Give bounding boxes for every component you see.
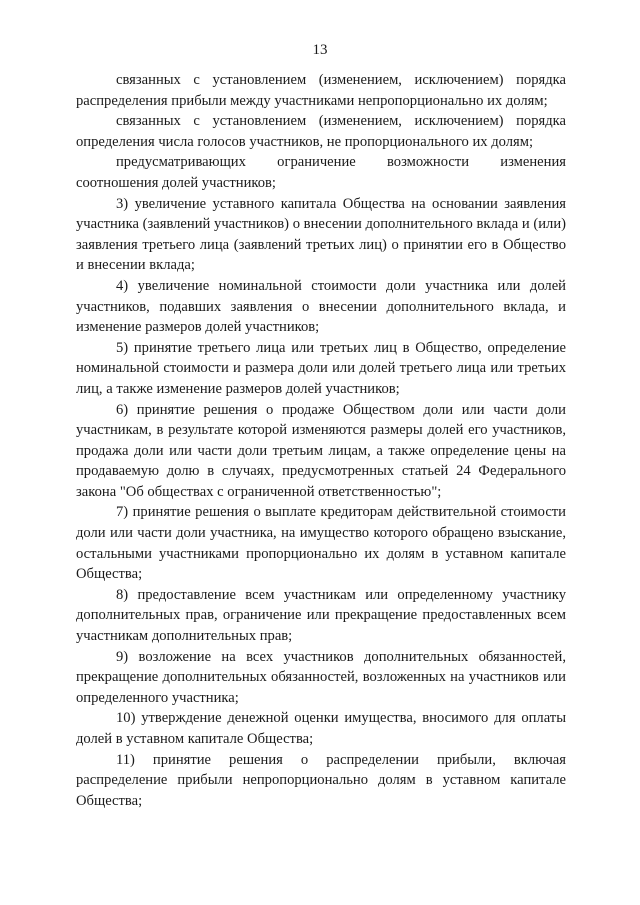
paragraph: 5) принятие третьего лица или третьих лиц в Общество, определение номинальной стоимости и размера доли или долей третьего лица или третьих лиц, а также изменение размеров долей участников; — [76, 339, 566, 397]
document-body — [76, 70, 566, 811]
paragraph: 6) принятие решения о продаже Обществом доли или части доли участникам, в результате которой изменяются размеры долей его участников, продажа доли или части доли третьим лицам, а также определение цены на продаваемую долю в случаях, предусмотренных статьей 24 Федерального закона "Об обществах с ограниченной ответственностью"; — [76, 401, 566, 500]
page-number: 13 — [312, 42, 328, 58]
paragraph: 10) утверждение денежной оценки имущества, вносимого для оплаты долей в уставном капитале Общества; — [76, 710, 566, 747]
paragraph: связанных с установлением (изменением, исключением) порядка определения числа голосов участников, не пропорционального их долям; — [76, 113, 566, 150]
paragraph: 3) увеличение уставного капитала Общества на основании заявления участника (заявлений участников) о внесении дополнительного вклада и (или) заявления третьего лица (заявлений третьих лиц) о принятии его в Общество и внесении вклада; — [76, 195, 566, 274]
paragraph: 9) возложение на всех участников дополнительных обязанностей, прекращение дополнительных обязанностей, возложенных на участников или определенного участника; — [76, 648, 566, 706]
paragraph: 7) принятие решения о выплате кредиторам действительной стоимости доли или части доли участника, на имущество которого обращено взыскание, остальными участниками пропорционально их долям в уставном капитале Общества; — [76, 504, 566, 583]
paragraph: 8) предоставление всем участникам или определенному участнику дополнительных прав, ограничение или прекращение предоставленных всем участникам дополнительных прав; — [76, 586, 566, 645]
paragraph: предусматривающих ограничение возможности изменения соотношения долей участников; — [76, 154, 566, 191]
paragraph: 4) увеличение номинальной стоимости доли участника или долей участников, подавших заявления о внесении дополнительного вклада, и изменение размеров долей участников; — [76, 277, 566, 336]
paragraph: связанных с установлением (изменением, исключением) порядка распределения прибыли между участниками непропорционально их долям; — [76, 72, 566, 109]
paragraph: 11) принятие решения о распределении прибыли, включая распределение прибыли непропорционально долям в уставном капитале Общества; — [76, 751, 566, 809]
